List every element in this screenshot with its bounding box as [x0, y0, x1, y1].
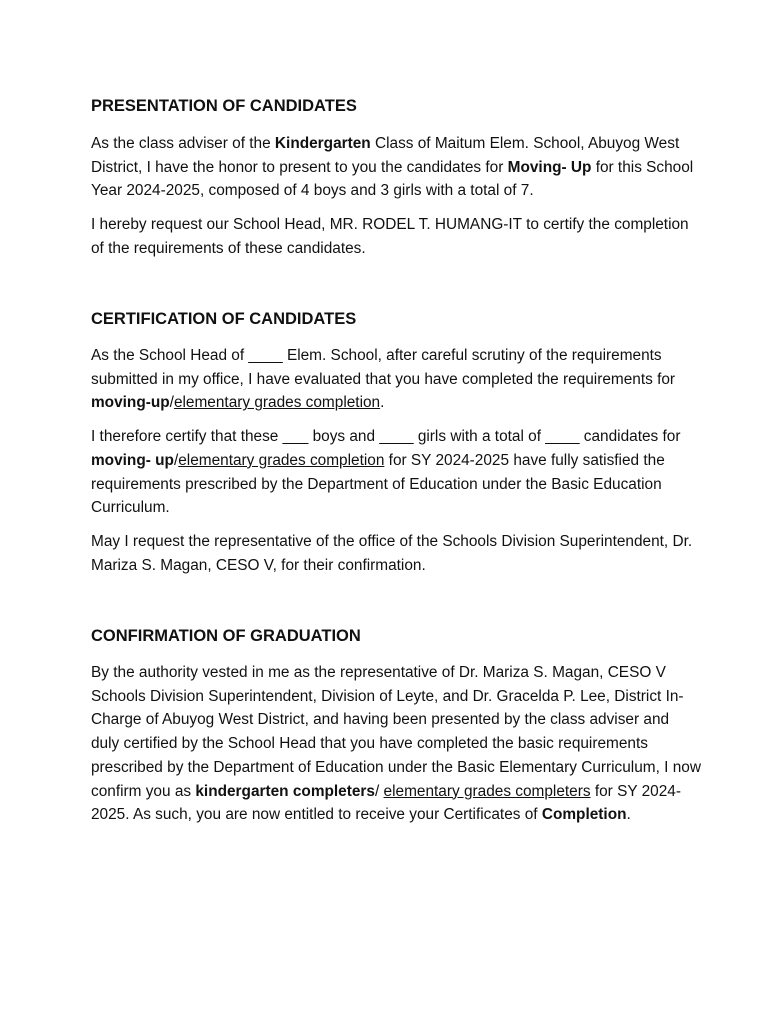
bold-text-completion: Completion — [541, 806, 627, 824]
text-run: for this School Year 2024-2025, composed of 4 boys and 3 girls with a total of 7. — [91, 158, 694, 200]
presentation-paragraph-1 — [91, 132, 701, 203]
underlined-text-elementary-grades-completion: elementary grades completion — [178, 451, 385, 469]
bold-text-moving-up: moving-up — [91, 394, 170, 412]
confirmation-heading: CONFIRMATION OF GRADUATION — [91, 627, 361, 645]
certification-heading: CERTIFICATION OF CANDIDATES — [91, 310, 357, 328]
certification-paragraph-2 — [91, 425, 701, 520]
underlined-text-elementary-grades-completion: elementary grades completion — [173, 394, 381, 412]
underlined-text-elementary-grades-completers: elementary grades completers — [383, 782, 591, 800]
text-run: for SY 2024-2025. As such, you are now entitled to receive your Certificates of — [91, 782, 681, 824]
bold-text-moving-up: moving- up — [91, 451, 174, 469]
text-run: / — [169, 394, 174, 412]
certification-section — [91, 309, 701, 577]
bold-text-moving-up: Moving- Up — [507, 158, 592, 176]
bold-text-kindergarten-completers: kindergarten completers — [195, 782, 375, 800]
confirmation-section — [91, 626, 701, 827]
text-run: / — [374, 782, 384, 800]
text-run: I therefore certify that these ___ boys and ____ girls with a total of ____ candidates for — [91, 428, 681, 446]
bold-text-kindergarten: Kindergarten — [274, 135, 371, 152]
text-run: As the School Head of ____ Elem. School, after careful scrutiny of the requirements submitted in my office, I have evaluated that you have completed the requirements for — [91, 347, 676, 388]
confirmation-paragraph-1 — [91, 661, 701, 827]
text-run: . — [380, 394, 385, 412]
text-run: By the authority vested in me as the representative of Dr. Mariza S. Magan, CESO V Schools Division Superintendent, Division of Leyte, and Dr. Gracelda P. Lee, District In- Charge of Abuyog West District, and having been presented by the class adviser and duly certified by the School Head that you have completed the basic requirements prescribed by the Department of Education under the Basic Elementary Curriculum, I now confirm you as — [91, 664, 701, 800]
text-run: for SY 2024-2025 have fully satisfied the requirements prescribed by the Department of Education under the Basic Education Curriculum. — [91, 451, 665, 517]
text-run: As the class adviser of the — [91, 135, 275, 152]
presentation-section — [91, 96, 701, 261]
text-run: . — [626, 806, 631, 824]
text-run: / — [173, 451, 179, 469]
presentation-paragraph-2: I hereby request our School Head, MR. RODEL T. HUMANG-IT to certify the completion of the requirements of these candidates. — [91, 216, 689, 257]
presentation-heading: PRESENTATION OF CANDIDATES — [91, 97, 357, 115]
certification-paragraph-3: May I request the representative of the office of the Schools Division Superintendent, Dr. Mariza S. Magan, CESO V, for their confirmation. — [91, 532, 693, 574]
certification-paragraph-1 — [91, 344, 701, 415]
text-run: Class of Maitum Elem. School, Abuyog West District, I have the honor to present to you the candidates for — [91, 135, 680, 176]
